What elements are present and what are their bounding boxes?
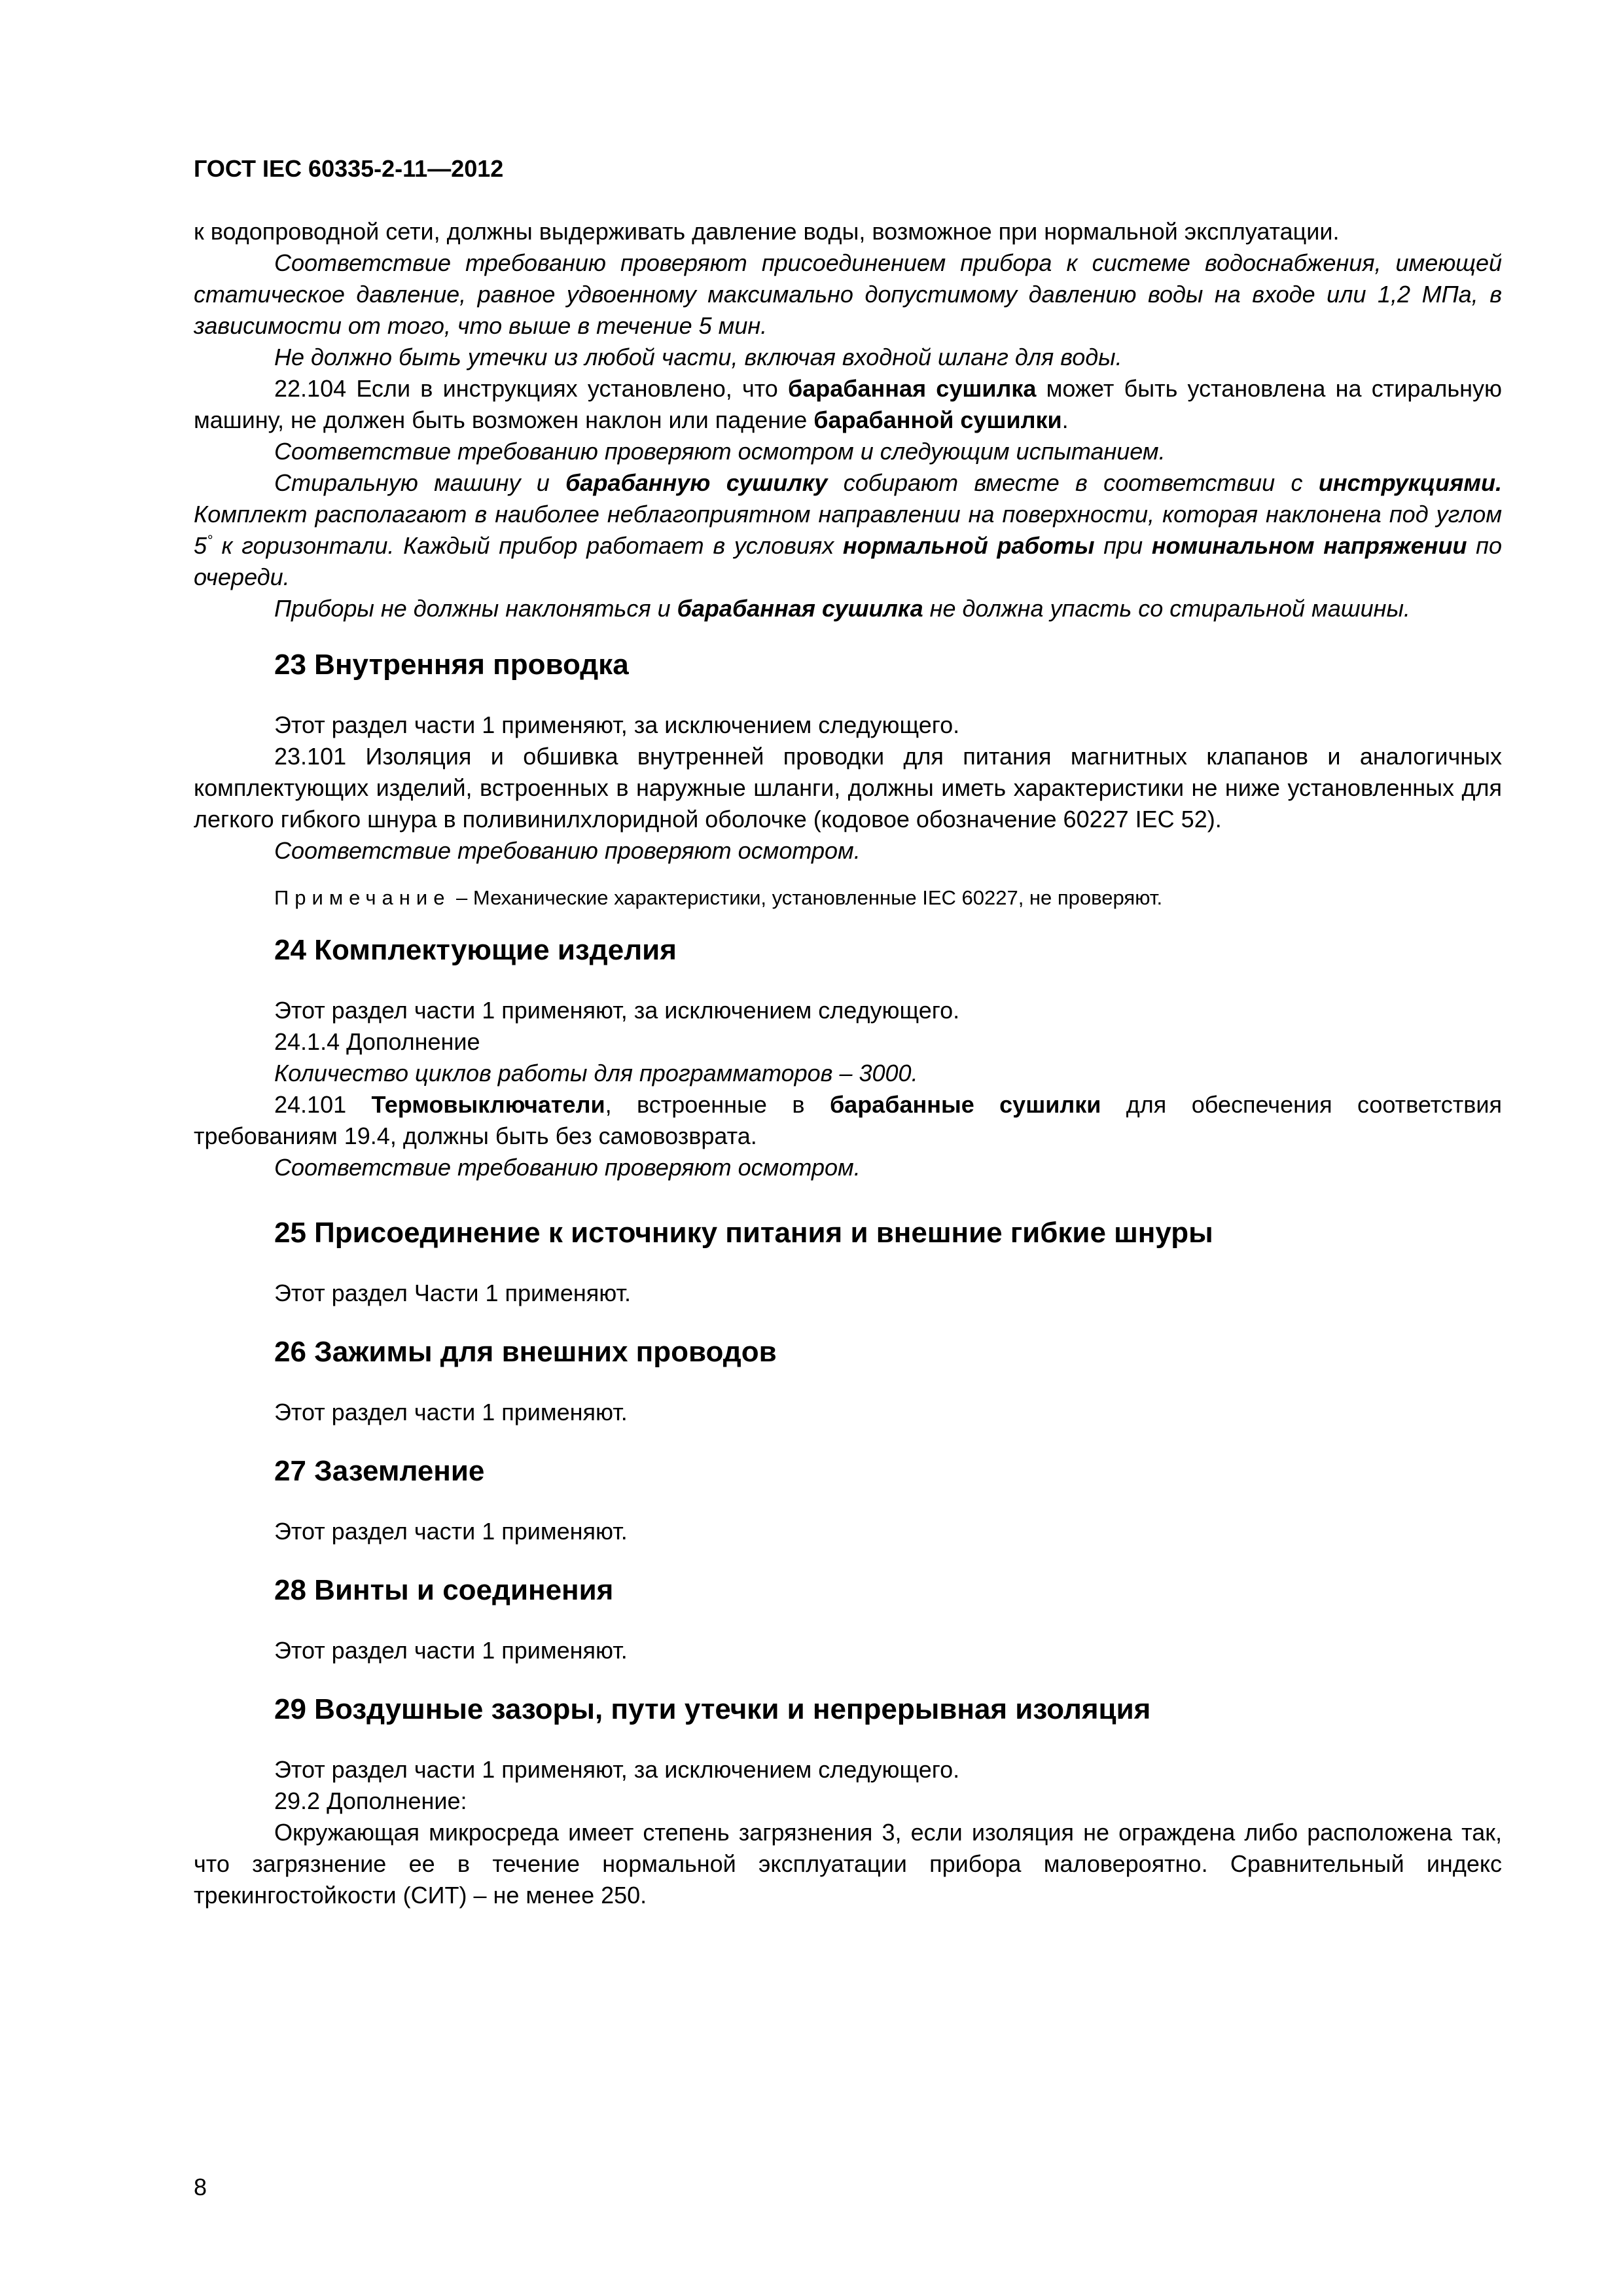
document-header: ГОСТ IEC 60335-2-11—2012 xyxy=(194,155,504,182)
section-heading-24: 24 Комплектующие изделия xyxy=(274,934,677,966)
paragraph: 29.2 Дополнение: xyxy=(274,1787,467,1814)
paragraph: Соответствие требованию проверяют осмотром. xyxy=(274,837,861,864)
section-heading-28: 28 Винты и соединения xyxy=(274,1574,614,1606)
section-heading-26: 26 Зажимы для внешних проводов xyxy=(274,1336,777,1368)
text-run: Комплект располагают в наиболее неблагоприятном направлении на поверхности, которая наклонена под углом 5 xyxy=(194,501,1502,559)
paragraph: Этот раздел части 1 применяют. xyxy=(274,1399,628,1426)
text-run: Приборы не должны наклоняться и xyxy=(274,595,677,622)
text-run: 22.104 Если в инструкциях установлено, что xyxy=(274,375,789,402)
text-run: . xyxy=(1061,406,1069,433)
clause-22-104 xyxy=(194,373,1502,436)
defined-term: барабанная сушилка xyxy=(677,595,923,622)
defined-term: барабанную сушилку xyxy=(565,469,828,496)
text-run: может быть установлена на стиральную машину, не должен быть возможен наклон или падение xyxy=(194,375,1503,433)
paragraph: Этот раздел Части 1 применяют. xyxy=(274,1280,631,1306)
note-text: – Механические характеристики, установленные IEC 60227, не проверяют. xyxy=(450,886,1163,909)
defined-term: инструкциями. xyxy=(1318,469,1502,496)
note xyxy=(194,882,1502,914)
paragraph: Этот раздел части 1 применяют, за исключением следующего. xyxy=(274,1756,960,1783)
section-heading-27: 27 Заземление xyxy=(274,1455,485,1487)
text-run: не должна упасть со стиральной машины. xyxy=(923,595,1410,622)
clause-24-101 xyxy=(194,1089,1502,1152)
defined-term: барабанная сушилка xyxy=(788,375,1037,402)
clause-23-101: 23.101 Изоляция и обшивка внутренней проводки для питания магнитных клапанов и аналогичных комплектующих изделий, встроенных в наружные шланги, должны иметь характеристики не ниже установленных для легкого гибкого шнура в поливинилхлоридной оболочке (кодовое обозначение 60227 IEC 52). xyxy=(194,743,1502,833)
section-heading-25: 25 Присоединение к источнику питания и внешние гибкие шнуры xyxy=(274,1217,1213,1249)
paragraph: Этот раздел части 1 применяют. xyxy=(274,1518,628,1545)
document-body xyxy=(194,216,1502,1911)
degree-sign: ° xyxy=(207,532,213,548)
text-run: Стиральную машину и xyxy=(274,469,566,496)
text-run: , встроенные в xyxy=(605,1091,830,1118)
paragraph: Соответствие требованию проверяют осмотром и следующим испытанием. xyxy=(274,438,1166,465)
paragraph: Этот раздел части 1 применяют, за исключением следующего. xyxy=(274,997,960,1024)
paragraph: Этот раздел части 1 применяют. xyxy=(274,1637,628,1664)
note-label: Примечание xyxy=(274,886,451,909)
paragraph: 24.1.4 Дополнение xyxy=(274,1028,480,1055)
paragraph xyxy=(194,467,1502,593)
defined-term: барабанной сушилки xyxy=(813,406,1062,433)
paragraph: Этот раздел части 1 применяют, за исключением следующего. xyxy=(274,711,960,738)
section-heading-29: 29 Воздушные зазоры, пути утечки и непрерывная изоляция xyxy=(274,1693,1151,1725)
paragraph: Соответствие требованию проверяют осмотром. xyxy=(274,1154,861,1181)
defined-term: барабанные сушилки xyxy=(829,1091,1101,1118)
text-run: собирают вместе в соответствии с xyxy=(827,469,1319,496)
text-run: 24.101 xyxy=(274,1091,372,1118)
section-heading-23: 23 Внутренняя проводка xyxy=(274,649,629,681)
defined-term: Термовыключатели xyxy=(371,1091,605,1118)
paragraph: Соответствие требованию проверяют присоединением прибора к системе водоснабжения, имеющей статическое давление, равное удвоенному максимально допустимому давлению воды на входе или 1,2 МПа, в зависимости от того, что выше в течение 5 мин. xyxy=(194,249,1502,339)
defined-term: номинальном напряжении xyxy=(1151,532,1467,559)
text-run: для обеспечения соответствия требованиям 19.4, должны быть без самовозврата. xyxy=(194,1091,1502,1149)
paragraph: Окружающая микросреда имеет степень загрязнения 3, если изоляция не ограждена либо расположена так, что загрязнение ее в течение нормальной эксплуатации прибора маловероятно. Сравнительный индекс трекингостойкости (СИТ) – не менее 250. xyxy=(194,1819,1502,1909)
paragraph: Не должно быть утечки из любой части, включая входной шланг для воды. xyxy=(274,344,1122,370)
paragraph xyxy=(194,593,1502,624)
text-run: по очереди. xyxy=(194,532,1503,590)
defined-term: нормальной работы xyxy=(842,532,1095,559)
page-number: 8 xyxy=(194,2174,207,2200)
paragraph: Количество циклов работы для программаторов – 3000. xyxy=(274,1060,918,1086)
text-run: к горизонтали. Каждый прибор работает в условиях xyxy=(212,532,843,559)
text-run: при xyxy=(1094,532,1152,559)
paragraph: к водопроводной сети, должны выдерживать давление воды, возможное при нормальной эксплуатации. xyxy=(194,218,1340,245)
